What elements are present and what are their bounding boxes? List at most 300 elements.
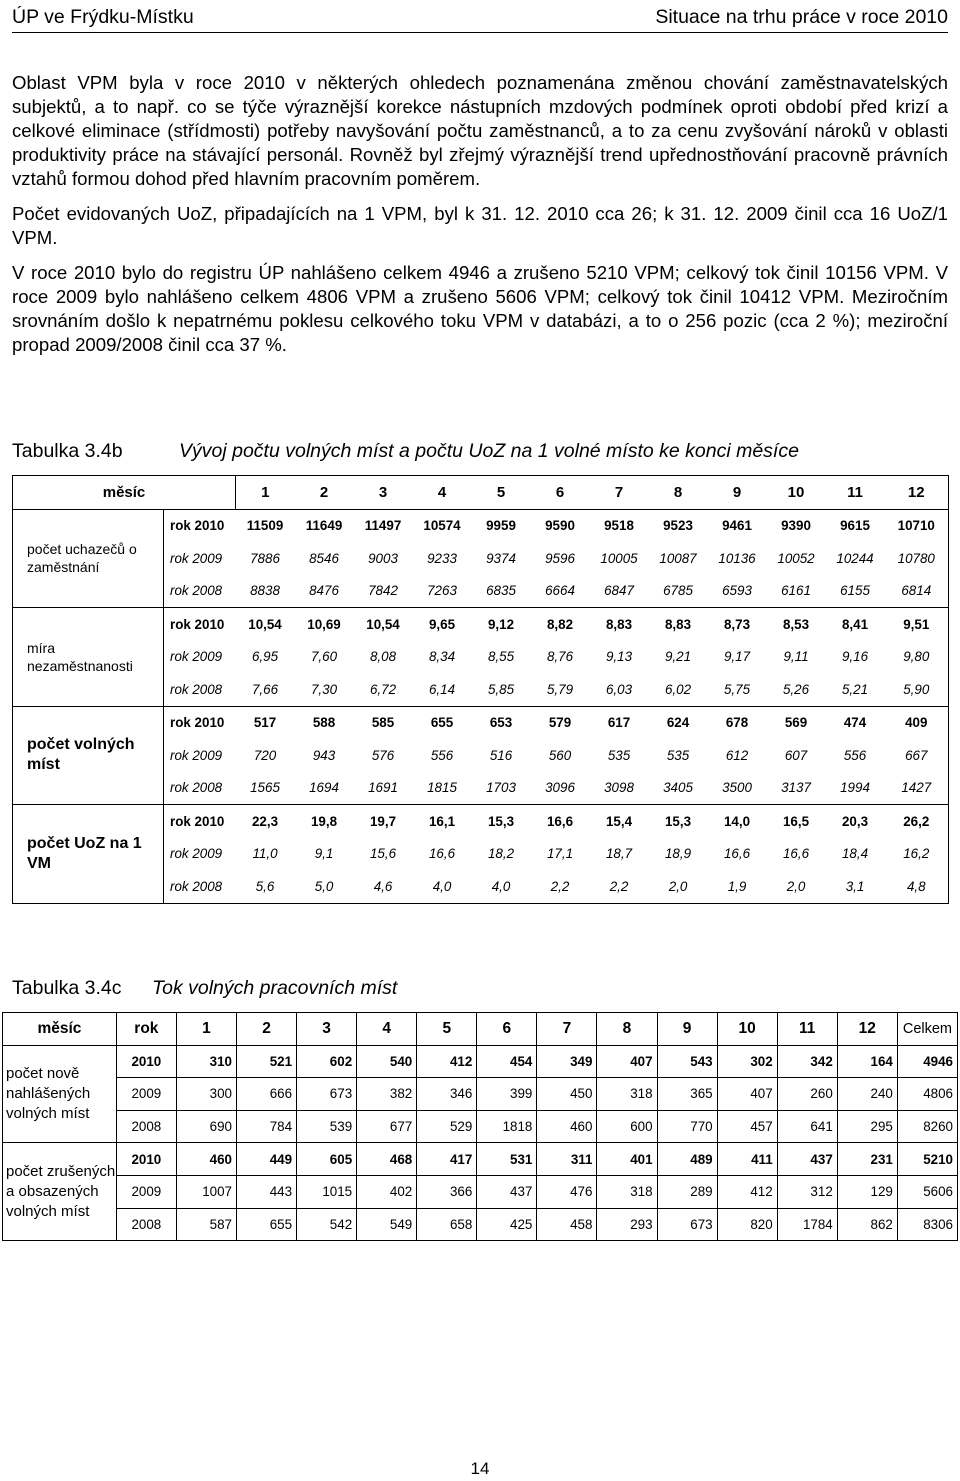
value-cell: 6,02 (649, 673, 708, 706)
month-header-cell: 5 (417, 1013, 477, 1046)
value-cell: 3098 (590, 772, 649, 805)
value-cell: 10574 (423, 518, 461, 534)
row-group-label: počet nově nahlášených volných míst (3, 1045, 117, 1143)
value-cell: 16,6 (723, 846, 751, 862)
value-cell: 5,75 (708, 673, 767, 706)
row-group-label: počet zrušených a obsazených volných míst (3, 1143, 117, 1241)
value-cell: 517 (253, 715, 277, 731)
table-4c (2, 1012, 958, 1241)
total-header: Celkem (897, 1013, 957, 1046)
value-cell: 549 (357, 1208, 417, 1241)
month-header-cell: 10 (717, 1013, 777, 1046)
value-cell: 382 (357, 1078, 417, 1111)
value-cell: 720 (253, 747, 277, 763)
year-cell: 2009 (116, 1078, 176, 1111)
value-cell: 468 (357, 1143, 417, 1176)
value-cell: 9,11 (783, 649, 809, 665)
value-cell: 690 (176, 1110, 236, 1143)
value-cell: 1015 (297, 1175, 357, 1208)
value-cell: 10052 (777, 550, 815, 566)
table-row (13, 608, 949, 641)
table-row (13, 706, 949, 739)
value-cell: 540 (357, 1045, 417, 1078)
value-cell: 460 (537, 1110, 597, 1143)
month-header-cell: 9 (708, 476, 767, 510)
value-cell: 4,0 (413, 870, 472, 903)
value-cell: 476 (537, 1175, 597, 1208)
value-cell: 412 (717, 1175, 777, 1208)
year-cell: rok 2010 (164, 509, 236, 542)
value-cell: 17,1 (546, 846, 574, 862)
value-cell: 641 (777, 1110, 837, 1143)
row-group-label: počet volných míst (13, 706, 164, 805)
table-row (3, 1143, 958, 1176)
value-cell: 300 (176, 1078, 236, 1111)
value-cell: 9461 (722, 518, 752, 534)
value-cell: 600 (597, 1110, 657, 1143)
value-cell: 624 (666, 715, 690, 731)
value-cell: 9,1 (314, 846, 334, 862)
value-cell: 673 (657, 1208, 717, 1241)
value-cell: 443 (236, 1175, 296, 1208)
month-header-cell: 2 (295, 476, 354, 510)
value-cell: 10780 (885, 542, 949, 575)
value-cell: 7,60 (310, 649, 338, 665)
paragraph: V roce 2010 bylo do registru ÚP nahlášeno celkem 4946 a zrušeno 5210 VPM; celkový tok činil 10156 VPM. V roce 2009 bylo nahlášeno celkem 4806 VPM a zrušeno 5606 VPM; celkový tok činil 10412 VPM. Meziročním srovnáním došlo k nepatrnému poklesu celkového toku VPM v databázi, a to o 256 pozic (cca 2 %); meziroční propad 2009/2008 činil cca 37 %. (12, 262, 948, 355)
value-cell: 535 (666, 747, 690, 763)
value-cell: 474 (843, 715, 867, 731)
value-cell: 3,1 (826, 870, 885, 903)
value-cell: 678 (725, 715, 749, 731)
value-cell: 556 (843, 747, 867, 763)
value-cell: 11649 (305, 518, 343, 534)
value-cell: 579 (548, 715, 572, 731)
value-cell: 10136 (718, 550, 756, 566)
value-cell: 9,21 (664, 649, 692, 665)
value-cell: 318 (597, 1078, 657, 1111)
value-cell: 3096 (531, 772, 590, 805)
value-cell: 8,76 (546, 649, 574, 665)
value-cell: 417 (417, 1143, 477, 1176)
value-cell: 311 (537, 1143, 597, 1176)
month-header-cell: 6 (477, 1013, 537, 1046)
total-cell: 8306 (897, 1208, 957, 1241)
value-cell: 1994 (826, 772, 885, 805)
value-cell: 516 (489, 747, 513, 763)
value-cell: 11497 (364, 518, 402, 534)
value-cell: 1784 (777, 1208, 837, 1241)
month-header-cell: 4 (357, 1013, 417, 1046)
value-cell: 489 (657, 1143, 717, 1176)
table-header-row (13, 476, 949, 510)
month-header: měsíc (13, 476, 236, 510)
value-cell: 9523 (663, 518, 693, 534)
value-cell: 457 (717, 1110, 777, 1143)
value-cell: 617 (607, 715, 631, 731)
value-cell: 3137 (767, 772, 826, 805)
month-header-cell: 1 (176, 1013, 236, 1046)
value-cell: 6814 (885, 575, 949, 608)
value-cell: 655 (236, 1208, 296, 1241)
value-cell: 529 (417, 1110, 477, 1143)
value-cell: 366 (417, 1175, 477, 1208)
value-cell: 6,72 (354, 673, 413, 706)
month-header-cell: 8 (649, 476, 708, 510)
value-cell: 1565 (236, 772, 295, 805)
value-cell: 1,9 (708, 870, 767, 903)
table-row (3, 1208, 958, 1241)
value-cell: 295 (837, 1110, 897, 1143)
value-cell: 5,26 (767, 673, 826, 706)
value-cell: 653 (489, 715, 513, 731)
table-4c-label: Tabulka 3.4c (12, 977, 122, 999)
value-cell: 784 (236, 1110, 296, 1143)
value-cell: 289 (657, 1175, 717, 1208)
value-cell: 6,95 (251, 649, 279, 665)
value-cell: 5,21 (826, 673, 885, 706)
value-cell: 312 (777, 1175, 837, 1208)
table-4b-caption (12, 439, 799, 463)
value-cell: 3500 (708, 772, 767, 805)
value-cell: 6847 (590, 575, 649, 608)
value-cell: 943 (312, 747, 336, 763)
value-cell: 310 (176, 1045, 236, 1078)
value-cell: 302 (717, 1045, 777, 1078)
total-cell: 4946 (897, 1045, 957, 1078)
value-cell: 19,7 (369, 813, 397, 829)
year-cell: rok 2008 (164, 772, 236, 805)
value-cell: 7842 (354, 575, 413, 608)
value-cell: 9,17 (723, 649, 751, 665)
value-cell: 6,03 (590, 673, 649, 706)
value-cell: 770 (657, 1110, 717, 1143)
value-cell: 1703 (472, 772, 531, 805)
value-cell: 605 (297, 1143, 357, 1176)
value-cell: 19,8 (310, 813, 338, 829)
value-cell: 820 (717, 1208, 777, 1241)
value-cell: 346 (417, 1078, 477, 1111)
month-header-cell: 7 (590, 476, 649, 510)
value-cell: 587 (176, 1208, 236, 1241)
value-cell: 411 (717, 1143, 777, 1176)
value-cell: 8,08 (369, 649, 397, 665)
value-cell: 231 (837, 1143, 897, 1176)
value-cell: 585 (371, 715, 395, 731)
month-header-cell: 11 (826, 476, 885, 510)
value-cell: 10,69 (307, 616, 341, 632)
table-4b-label: Tabulka 3.4b (12, 440, 123, 462)
value-cell: 8,53 (782, 616, 810, 632)
month-header-cell: 9 (657, 1013, 717, 1046)
value-cell: 607 (784, 747, 808, 763)
value-cell: 437 (477, 1175, 537, 1208)
year-cell: rok 2009 (164, 838, 236, 871)
value-cell: 16,2 (885, 838, 949, 871)
value-cell: 2,2 (531, 870, 590, 903)
value-cell: 2,0 (649, 870, 708, 903)
value-cell: 9,51 (885, 608, 949, 641)
year-cell: rok 2009 (164, 739, 236, 772)
value-cell: 531 (477, 1143, 537, 1176)
value-cell: 20,3 (841, 813, 869, 829)
value-cell: 6664 (531, 575, 590, 608)
value-cell: 1427 (885, 772, 949, 805)
value-cell: 1818 (477, 1110, 537, 1143)
value-cell: 409 (885, 706, 949, 739)
value-cell: 535 (607, 747, 631, 763)
total-cell: 5210 (897, 1143, 957, 1176)
value-cell: 11509 (246, 518, 284, 534)
value-cell: 6785 (649, 575, 708, 608)
value-cell: 412 (417, 1045, 477, 1078)
value-cell: 10710 (885, 509, 949, 542)
year-cell: rok 2010 (164, 706, 236, 739)
value-cell: 6161 (767, 575, 826, 608)
value-cell: 450 (537, 1078, 597, 1111)
value-cell: 407 (597, 1045, 657, 1078)
value-cell: 602 (297, 1045, 357, 1078)
value-cell: 26,2 (885, 805, 949, 838)
value-cell: 9959 (486, 518, 516, 534)
row-group-label: míra nezaměstnanosti (13, 608, 164, 707)
value-cell: 22,3 (251, 813, 279, 829)
table-4b-title: Vývoj počtu volných míst a počtu UoZ na 1 volné místo ke konci měsíce (179, 440, 799, 462)
value-cell: 667 (885, 739, 949, 772)
value-cell: 9,65 (428, 616, 456, 632)
year-cell: rok 2009 (164, 542, 236, 575)
value-cell: 5,6 (236, 870, 295, 903)
value-cell: 658 (417, 1208, 477, 1241)
year-cell: 2008 (116, 1208, 176, 1241)
value-cell: 1007 (176, 1175, 236, 1208)
row-group-label: počet UoZ na 1 VM (13, 805, 164, 904)
month-header-cell: 12 (837, 1013, 897, 1046)
value-cell: 15,3 (487, 813, 515, 829)
value-cell: 612 (725, 747, 749, 763)
value-cell: 402 (357, 1175, 417, 1208)
table-header-row (3, 1013, 958, 1046)
value-cell: 6155 (826, 575, 885, 608)
value-cell: 4,8 (885, 870, 949, 903)
value-cell: 11,0 (252, 846, 278, 862)
value-cell: 8,83 (605, 616, 633, 632)
value-cell: 16,6 (782, 846, 810, 862)
value-cell: 8838 (236, 575, 295, 608)
paragraph: Oblast VPM byla v roce 2010 v některých ohledech poznamenána změnou chování zaměstnavatelských subjektů, a to např. co se týče výraznější korekce nástupních mzdových podmínek oproti období před krizí a celkové eliminace (střídmosti) potřeby navyšování počtu zaměstnanců, a to za cenu zvyšování nároků v oblasti produktivity práce na stávající personál. Rovněž byl zřejmý výraznější trend upřednostňování pracovně právních vztahů formou dohod před hlavním pracovním poměrem. (12, 72, 948, 189)
value-cell: 18,9 (664, 846, 692, 862)
value-cell: 666 (236, 1078, 296, 1111)
value-cell: 15,3 (664, 813, 692, 829)
value-cell: 8,73 (723, 616, 751, 632)
value-cell: 164 (837, 1045, 897, 1078)
month-header-cell: 3 (354, 476, 413, 510)
header-office-name: ÚP ve Frýdku-Místku (12, 6, 194, 28)
page-header (12, 2, 948, 33)
value-cell: 8,55 (487, 649, 515, 665)
month-header: měsíc (3, 1013, 117, 1046)
value-cell: 16,5 (782, 813, 810, 829)
value-cell: 655 (430, 715, 454, 731)
value-cell: 9,16 (841, 649, 869, 665)
value-cell: 4,0 (472, 870, 531, 903)
value-cell: 9390 (781, 518, 811, 534)
table-4c-title: Tok volných pracovních míst (152, 977, 398, 999)
value-cell: 5,79 (531, 673, 590, 706)
value-cell: 9615 (840, 518, 870, 534)
value-cell: 14,0 (723, 813, 751, 829)
value-cell: 318 (597, 1175, 657, 1208)
value-cell: 9,80 (885, 641, 949, 674)
body-text (12, 71, 948, 368)
month-header-cell: 11 (777, 1013, 837, 1046)
value-cell: 240 (837, 1078, 897, 1111)
month-header-cell: 1 (236, 476, 295, 510)
value-cell: 129 (837, 1175, 897, 1208)
year-header: rok (116, 1013, 176, 1046)
value-cell: 521 (236, 1045, 296, 1078)
value-cell: 401 (597, 1143, 657, 1176)
value-cell: 539 (297, 1110, 357, 1143)
value-cell: 10244 (836, 550, 874, 566)
year-cell: 2009 (116, 1175, 176, 1208)
value-cell: 7263 (413, 575, 472, 608)
table-4b (12, 475, 949, 904)
value-cell: 18,7 (605, 846, 633, 862)
value-cell: 407 (717, 1078, 777, 1111)
year-cell: rok 2008 (164, 870, 236, 903)
value-cell: 365 (657, 1078, 717, 1111)
value-cell: 4,6 (354, 870, 413, 903)
value-cell: 9590 (545, 518, 575, 534)
value-cell: 556 (430, 747, 454, 763)
total-cell: 4806 (897, 1078, 957, 1111)
value-cell: 9374 (486, 550, 516, 566)
value-cell: 437 (777, 1143, 837, 1176)
month-header-cell: 2 (236, 1013, 296, 1046)
value-cell: 3405 (649, 772, 708, 805)
value-cell: 1815 (413, 772, 472, 805)
value-cell: 10,54 (366, 616, 400, 632)
value-cell: 542 (297, 1208, 357, 1241)
value-cell: 5,85 (472, 673, 531, 706)
value-cell: 449 (236, 1143, 296, 1176)
header-report-title: Situace na trhu práce v roce 2010 (655, 6, 948, 28)
value-cell: 10087 (659, 550, 697, 566)
value-cell: 10,54 (248, 616, 282, 632)
year-cell: rok 2010 (164, 805, 236, 838)
value-cell: 1694 (295, 772, 354, 805)
value-cell: 1691 (354, 772, 413, 805)
value-cell: 7886 (250, 550, 280, 566)
year-cell: rok 2008 (164, 575, 236, 608)
value-cell: 2,0 (767, 870, 826, 903)
value-cell: 16,1 (428, 813, 456, 829)
value-cell: 425 (477, 1208, 537, 1241)
year-cell: 2010 (116, 1143, 176, 1176)
year-cell: rok 2010 (164, 608, 236, 641)
table-4c-caption (12, 976, 398, 1000)
value-cell: 293 (597, 1208, 657, 1241)
value-cell: 454 (477, 1045, 537, 1078)
value-cell: 260 (777, 1078, 837, 1111)
value-cell: 560 (548, 747, 572, 763)
year-cell: 2010 (116, 1045, 176, 1078)
value-cell: 569 (784, 715, 808, 731)
month-header-cell: 10 (767, 476, 826, 510)
month-header-cell: 3 (297, 1013, 357, 1046)
value-cell: 18,2 (487, 846, 515, 862)
year-cell: rok 2009 (164, 641, 236, 674)
month-header-cell: 7 (537, 1013, 597, 1046)
value-cell: 8,41 (841, 616, 869, 632)
total-cell: 8260 (897, 1110, 957, 1143)
value-cell: 5,0 (295, 870, 354, 903)
table-row (13, 509, 949, 542)
value-cell: 458 (537, 1208, 597, 1241)
value-cell: 9,12 (487, 616, 515, 632)
value-cell: 9,13 (605, 649, 633, 665)
value-cell: 5,90 (885, 673, 949, 706)
value-cell: 9003 (368, 550, 398, 566)
value-cell: 2,2 (590, 870, 649, 903)
value-cell: 588 (312, 715, 336, 731)
value-cell: 6835 (472, 575, 531, 608)
value-cell: 16,6 (428, 846, 456, 862)
value-cell: 460 (176, 1143, 236, 1176)
value-cell: 10005 (600, 550, 638, 566)
value-cell: 862 (837, 1208, 897, 1241)
page-number: 14 (470, 1459, 490, 1478)
value-cell: 543 (657, 1045, 717, 1078)
table-row (3, 1045, 958, 1078)
paragraph: Počet evidovaných UoZ, připadajících na 1 VPM, byl k 31. 12. 2010 cca 26; k 31. 12. 2009 činil cca 16 UoZ/1 VPM. (12, 203, 948, 248)
month-header-cell: 4 (413, 476, 472, 510)
year-cell: rok 2008 (164, 673, 236, 706)
value-cell: 673 (297, 1078, 357, 1111)
value-cell: 8546 (309, 550, 339, 566)
month-header-cell: 8 (597, 1013, 657, 1046)
value-cell: 8,34 (428, 649, 456, 665)
year-cell: 2008 (116, 1110, 176, 1143)
value-cell: 8,82 (546, 616, 574, 632)
value-cell: 9233 (427, 550, 457, 566)
value-cell: 15,4 (605, 813, 633, 829)
value-cell: 9596 (545, 550, 575, 566)
value-cell: 6,14 (413, 673, 472, 706)
value-cell: 399 (477, 1078, 537, 1111)
month-header-cell: 12 (885, 476, 949, 510)
value-cell: 677 (357, 1110, 417, 1143)
table-row (13, 805, 949, 838)
value-cell: 8,83 (664, 616, 692, 632)
table-row (3, 1078, 958, 1111)
value-cell: 8476 (295, 575, 354, 608)
value-cell: 7,30 (295, 673, 354, 706)
total-cell: 5606 (897, 1175, 957, 1208)
value-cell: 18,4 (841, 846, 869, 862)
value-cell: 16,6 (546, 813, 574, 829)
value-cell: 576 (371, 747, 395, 763)
row-group-label: počet uchazečů o zaměstnání (13, 509, 164, 608)
value-cell: 7,66 (236, 673, 295, 706)
table-row (3, 1175, 958, 1208)
value-cell: 9518 (604, 518, 634, 534)
month-header-cell: 5 (472, 476, 531, 510)
value-cell: 6593 (708, 575, 767, 608)
table-row (3, 1110, 958, 1143)
month-header-cell: 6 (531, 476, 590, 510)
value-cell: 342 (777, 1045, 837, 1078)
